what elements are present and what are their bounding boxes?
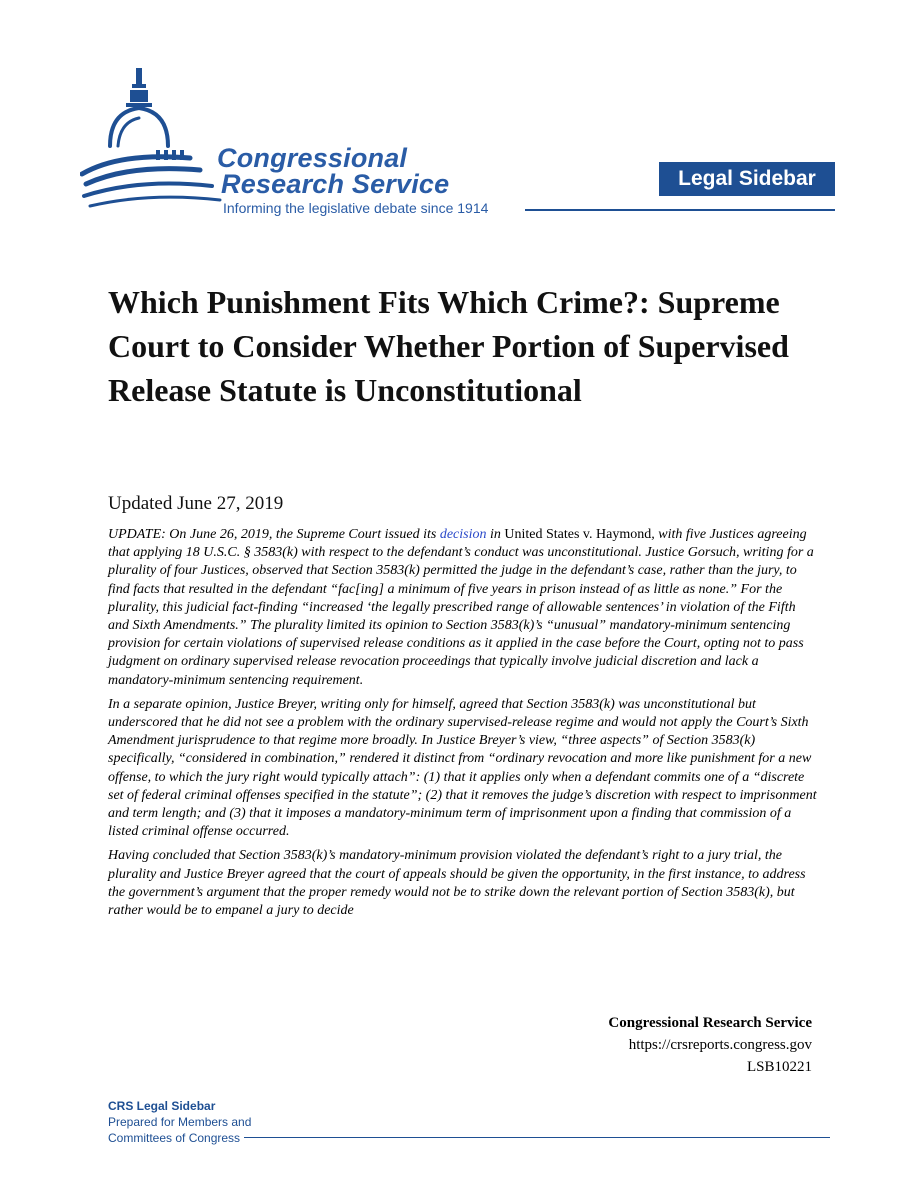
legal-sidebar-badge: Legal Sidebar bbox=[659, 162, 835, 196]
logo-title-line1: Congressional bbox=[217, 143, 408, 173]
paragraph-1: UPDATE: On June 26, 2019, the Supreme Court issued its decision in United States v. Haymond, with five Justices agreeing that applying 18 U.S.C. § 3583(k) with respect to the defendant’s conduct was unconstitutional. Justice Gorsuch, writing for a plurality of four Justices, observed that Section 3583(k) permitted the judge in the defendant’s case, rather than the jury, to find facts that resulted in the defendant “fac[ing] a minimum of five years in prison instead of as little as none.” For the plurality, this judicial fact-finding “increased ‘the legally prescribed range of allowable sentences’ in violation of the Fifth and Sixth Amendments.” The plurality limited its opinion to Section 3583(k)’s “unusual” mandatory-minimum sentencing provision for certain violations of supervised release conditions as it applied in the case before the Court, opting not to pass judgment on ordinary supervised release revocation proceedings that typically involve judicial discretion and lack a mandatory-minimum sentencing requirement. bbox=[108, 527, 814, 688]
article-body bbox=[108, 526, 818, 926]
updated-date: Updated June 27, 2019 bbox=[108, 493, 284, 514]
decision-link[interactable]: decision bbox=[439, 527, 487, 542]
case-name: United States v. Haymond bbox=[504, 527, 652, 542]
crs-logo bbox=[80, 66, 540, 226]
paragraph-3: Having concluded that Section 3583(k)’s mandatory-minimum provision violated the defendant’s right to a jury trial, the plurality and Justice Breyer agreed that the court of appeals should be given the opportunity, in the first instance, to address the government’s argument that the proper remedy would not be to strike down the relevant portion of Section 3583(k), but rather would be to empanel a jury to decide bbox=[108, 848, 806, 919]
logo-title-line2: Research Service bbox=[221, 169, 450, 199]
footer-org: Congressional Research Service bbox=[608, 1015, 812, 1031]
logo-tagline: Informing the legislative debate since 1914 bbox=[223, 200, 489, 216]
bottom-label bbox=[108, 1098, 251, 1146]
bottom-divider bbox=[244, 1137, 830, 1138]
report-code: LSB10221 bbox=[746, 1059, 812, 1075]
header-divider bbox=[525, 209, 835, 211]
capitol-dome-icon bbox=[80, 66, 225, 216]
footer-info bbox=[608, 1012, 812, 1078]
bottom-line-2: Committees of Congress bbox=[108, 1131, 241, 1145]
bottom-title: CRS Legal Sidebar bbox=[108, 1099, 216, 1113]
page-title: Which Punishment Fits Which Crime?: Supreme Court to Consider Whether Portion of Supervised Release Statute is Unconstitutional bbox=[108, 284, 789, 408]
bottom-line-1: Prepared for Members and bbox=[108, 1115, 252, 1129]
footer-url[interactable]: https://crsreports.congress.gov bbox=[628, 1037, 812, 1053]
paragraph-2: In a separate opinion, Justice Breyer, writing only for himself, agreed that Section 3583(k) was unconstitutional but underscored that he did not see a problem with the ordinary supervised-release regime and would not apply the Court’s Sixth Amendment jurisprudence to that regime more broadly. In Justice Breyer’s view, “three aspects” of Section 3583(k) specifically, “considered in combination,” rendered it distinct from “ordinary revocation and more like punishment for a new offense, to which the jury right would typically attach”: (1) that it applies only when a defendant commits one of a “discrete set of federal criminal offenses specified in the statute”; (2) that it removes the judge’s discretion with respect to imprisonment and term length; and (3) that it imposes a mandatory-minimum term of imprisonment upon a finding that commission of a listed criminal offense occurred. bbox=[108, 696, 817, 840]
